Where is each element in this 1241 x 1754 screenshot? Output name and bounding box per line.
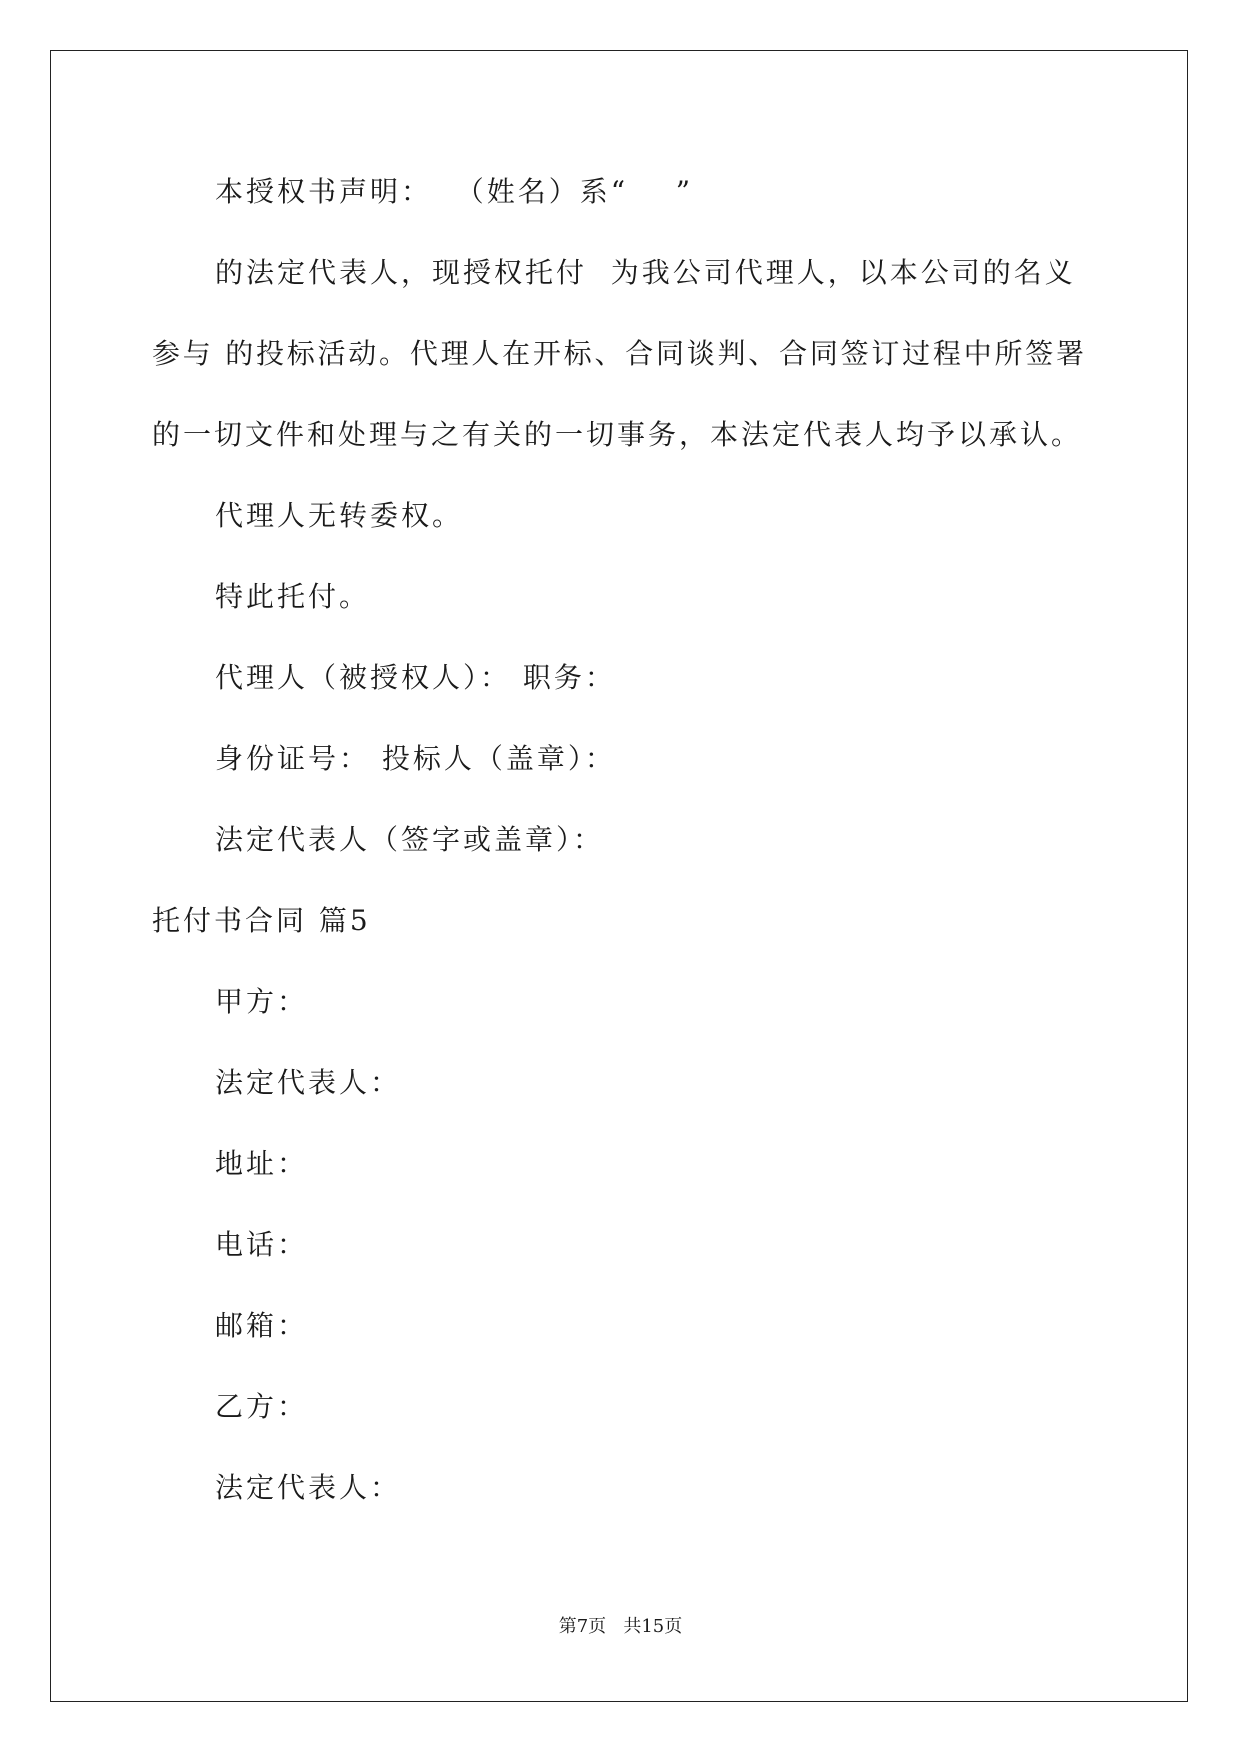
hereby-entrust: 特此托付。 [215,580,371,613]
id-bidder-field: 身份证号： 投标人（盖章）： [215,742,616,775]
legal-rep-signature-field: 法定代表人（签字或盖章）： [215,823,605,856]
page-number: 第7页 [558,1616,607,1637]
no-delegation-clause: 代理人无转委权。 [215,499,464,532]
email-field: 邮箱： [215,1309,309,1342]
page-border [50,50,1188,1702]
party-a-field: 甲方： [215,985,309,1018]
body-paragraph-line: 的一切文件和处理与之有关的一切事务，本法定代表人均予以承认。 [152,418,1083,451]
phone-field: 电话： [215,1228,309,1261]
page-footer [0,1615,1241,1639]
total-pages: 共15页 [623,1616,683,1637]
body-paragraph-line: 的法定代表人，现授权托付 为我公司代理人，以本公司的名义 [215,256,1076,289]
party-b-legal-rep-field: 法定代表人： [215,1471,402,1504]
body-paragraph-line: 参与 的投标活动。代理人在开标、合同谈判、合同签订过程中所签署 [152,337,1084,370]
agent-position-field: 代理人（被授权人）： 职务： [215,661,616,694]
section-heading: 托付书合同 篇5 [152,904,371,937]
authorization-statement: 本授权书声明： （姓名）系“ ” [215,175,694,208]
address-field: 地址： [215,1147,309,1180]
party-b-field: 乙方： [215,1390,309,1423]
party-a-legal-rep-field: 法定代表人： [215,1066,402,1099]
